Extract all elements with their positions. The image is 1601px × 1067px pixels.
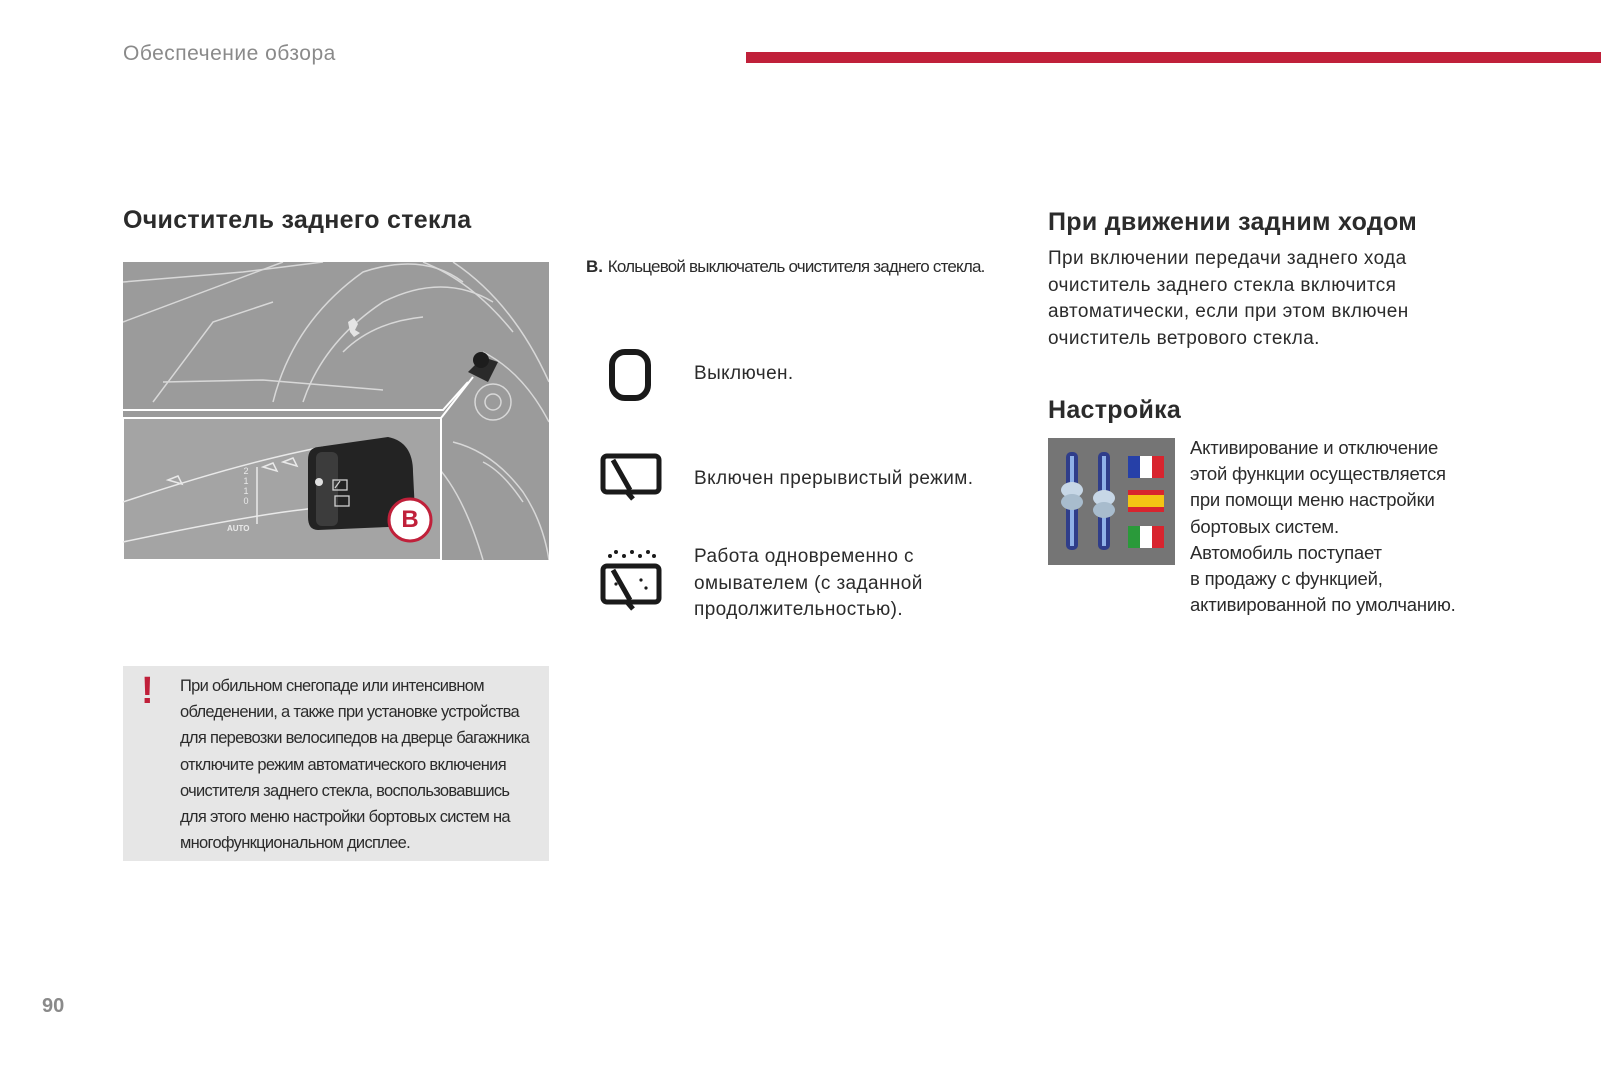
mode-washer-line: Работа одновременно с [694, 546, 914, 567]
flag-italy-icon [1128, 526, 1164, 548]
flag-france-icon [1128, 456, 1164, 478]
rear-wiper-title: Очиститель заднего стекла [123, 206, 472, 234]
reverse-title: При движении задним ходом [1048, 208, 1418, 236]
auto-label: AUTO [227, 524, 250, 533]
warning-line: очистителя заднего стекла, воспользовавшись [180, 781, 510, 800]
setup-line: Активирование и отключение [1190, 437, 1439, 458]
steering-column-drawing [123, 262, 549, 560]
warning-line: для этого меню настройки бортовых систем на [180, 808, 510, 827]
mode-intermittent-text: Включен прерывистый режим. [694, 468, 974, 489]
page-number: 90 [42, 995, 65, 1017]
header-accent-bar [746, 52, 1601, 63]
off-ring-icon [586, 330, 676, 420]
steering-column-illustration [123, 262, 549, 560]
caption-text: Кольцевой выключатель очистителя заднего стекла. [607, 257, 985, 276]
warning-line: обледенении, а также при установке устройства [180, 703, 519, 722]
warning-line: отключите режим автоматического включения [180, 755, 506, 774]
reverse-text [1048, 246, 1409, 352]
warning-icon: ! [141, 670, 154, 712]
setup-line: активированной по умолчанию. [1190, 594, 1456, 616]
mode-washer-text [694, 544, 923, 624]
settings-menu-image [1048, 438, 1175, 565]
rear-wiper-washer-icon [586, 540, 676, 630]
setup-text [1190, 435, 1456, 618]
lever-mark: 1 [243, 486, 249, 496]
lever-mark: 0 [243, 496, 249, 506]
lever-mark: 1 [243, 476, 249, 486]
setup-line: Автомобиль поступает [1190, 541, 1382, 563]
mode-off-text: Выключен. [694, 363, 794, 384]
warning-line: многофункциональном дисплее. [180, 834, 411, 853]
warning-line: При обильном снегопаде или интенсивном [180, 677, 484, 695]
reverse-line: очиститель ветрового стекла. [1048, 327, 1320, 349]
badge-b: B [401, 506, 419, 533]
caption [586, 257, 985, 277]
section-label: Обеспечение обзора [123, 42, 336, 65]
mode-washer-line: омывателем (с заданной [694, 572, 923, 594]
setup-line: в продажу с функцией, [1190, 568, 1383, 590]
setup-line: этой функции осуществляется [1190, 463, 1446, 485]
setup-line: при помощи меню настройки [1190, 489, 1435, 511]
warning-text [180, 673, 540, 856]
warning-line: для перевозки велосипедов на дверце багажника [180, 729, 530, 748]
reverse-line: При включении передачи заднего хода [1048, 248, 1407, 269]
caption-letter: B. [586, 257, 603, 276]
setup-title: Настройка [1048, 396, 1182, 424]
lever-mark: 2 [243, 466, 249, 476]
reverse-line: очиститель заднего стекла включится [1048, 274, 1397, 296]
flag-spain-icon [1128, 490, 1164, 512]
settings-sliders-icon [1048, 438, 1175, 565]
rear-wiper-intermittent-icon [586, 435, 676, 525]
reverse-line: автоматически, если при этом включен [1048, 301, 1409, 322]
setup-line: бортовых систем. [1190, 515, 1339, 537]
mode-washer-line: продолжительностью). [694, 599, 904, 620]
